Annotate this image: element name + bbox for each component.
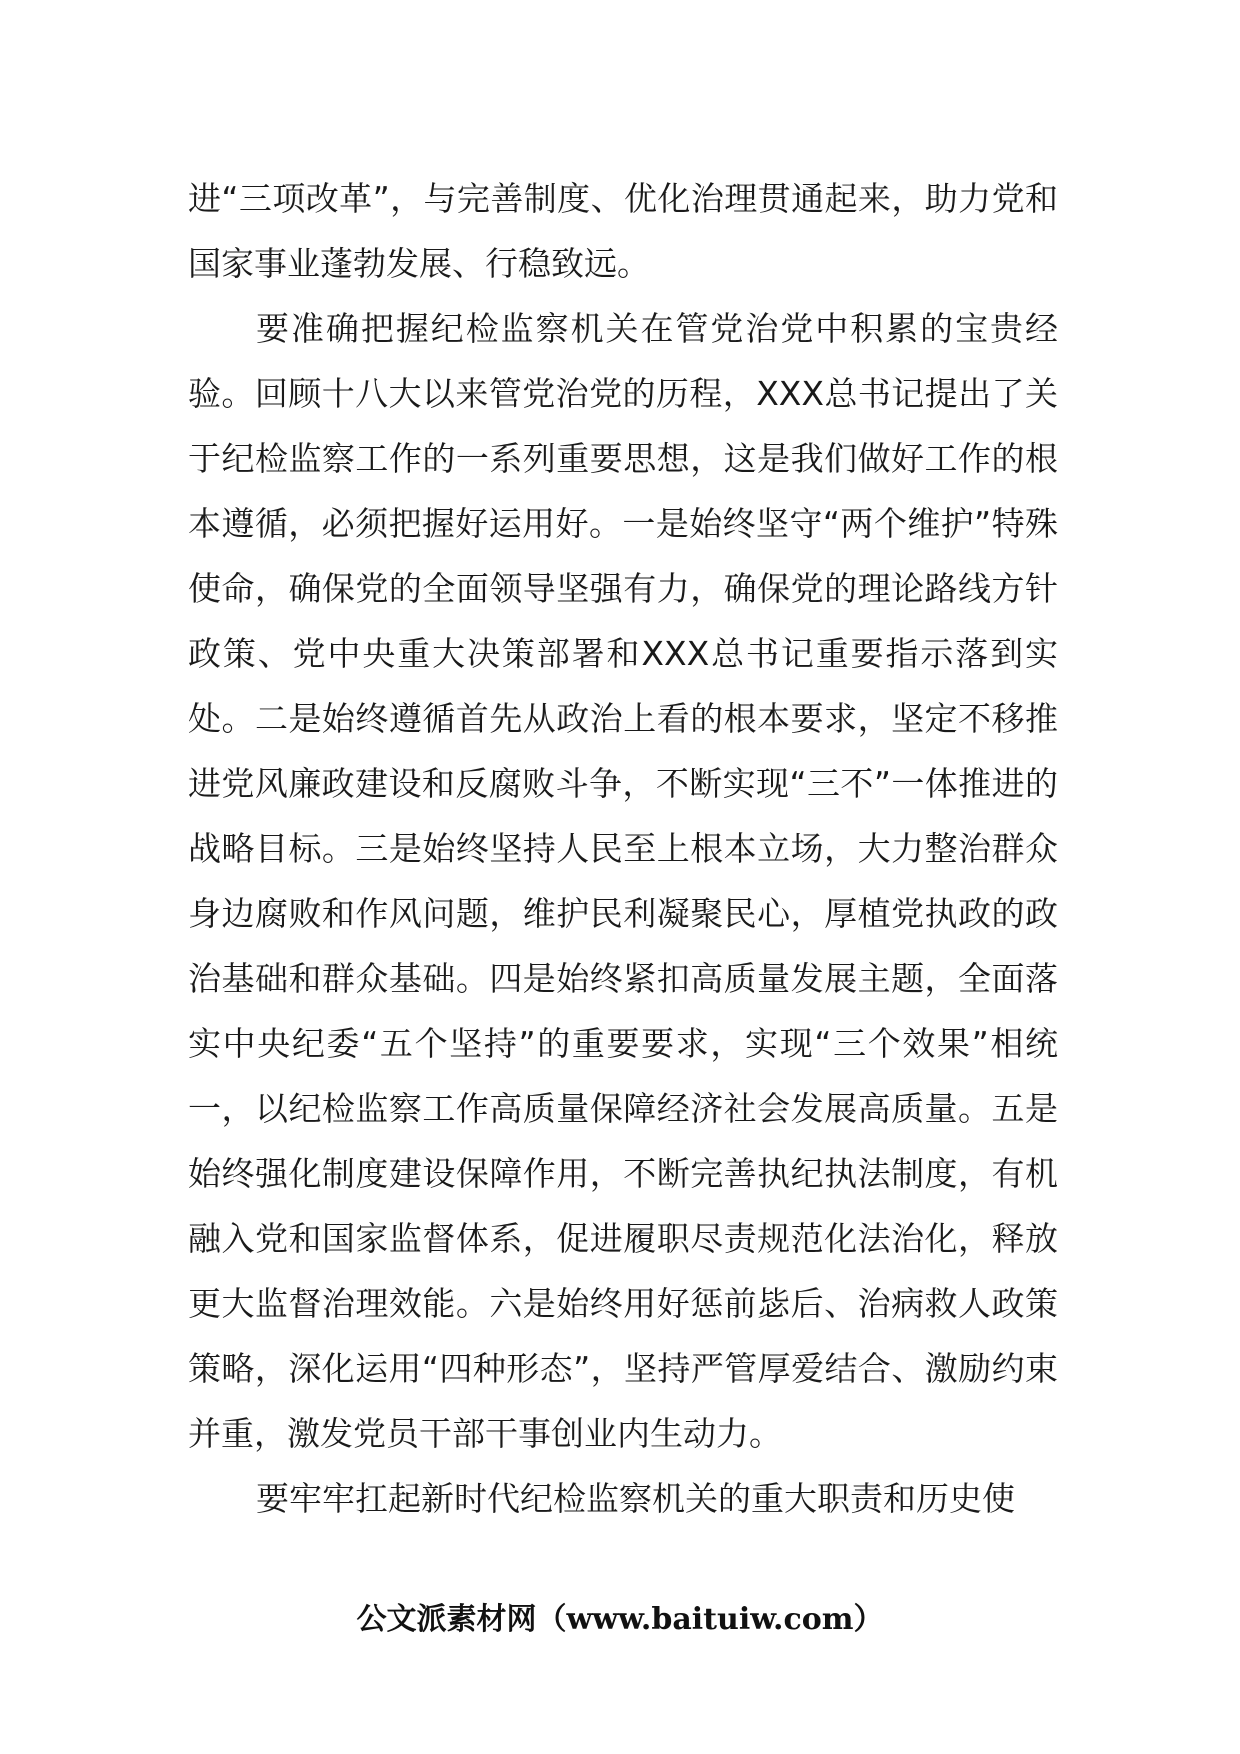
document-body <box>188 166 1058 1531</box>
paragraph-3: 要牢牢扛起新时代纪检监察机关的重大职责和历史使 <box>256 1479 1015 1518</box>
paragraph-2: 要准确把握纪检监察机关在管党治党中积累的宝贵经验。回顾十八大以来管党治党的历程，XXX总书记提出了关于纪检监察工作的一系列重要思想，这是我们做好工作的根本遵循，必须把握好运用好。一是始终坚守“两个维护”特殊使命，确保党的全面领导坚强有力，确保党的理论路线方针政策、党中央重大决策部署和XXX总书记重要指示落到实处。二是始终遵循首先从政治上看的根本要求，坚定不移推进党风廉政建设和反腐败斗争，不断实现“三不”一体推进的战略目标。三是始终坚持人民至上根本立场，大力整治群众身边腐败和作风问题，维护民利凝聚民心，厚植党执政的政治基础和群众基础。四是始终紧扣高质量发展主题，全面落实中央纪委“五个坚持”的重要要求，实现“三个效果”相统一，以纪检监察工作高质量保障经济社会发展高质量。五是始终强化制度建设保障作用，不断完善执纪执法制度，有机融入党和国家监督体系，促进履职尽责规范化法治化，释放更大监督治理效能。六是始终用好惩前毖后、治病救人政策策略，深化运用“四种形态”，坚持严管厚爱结合、激励约束并重，激发党员干部干事创业内生动力。 <box>188 309 1058 1453</box>
footer-watermark: 公文派素材网（www.baituiw.com） <box>356 1602 884 1637</box>
paragraph-1: 进“三项改革”，与完善制度、优化治理贯通起来，助力党和国家事业蓬勃发展、行稳致远。 <box>188 179 1058 283</box>
